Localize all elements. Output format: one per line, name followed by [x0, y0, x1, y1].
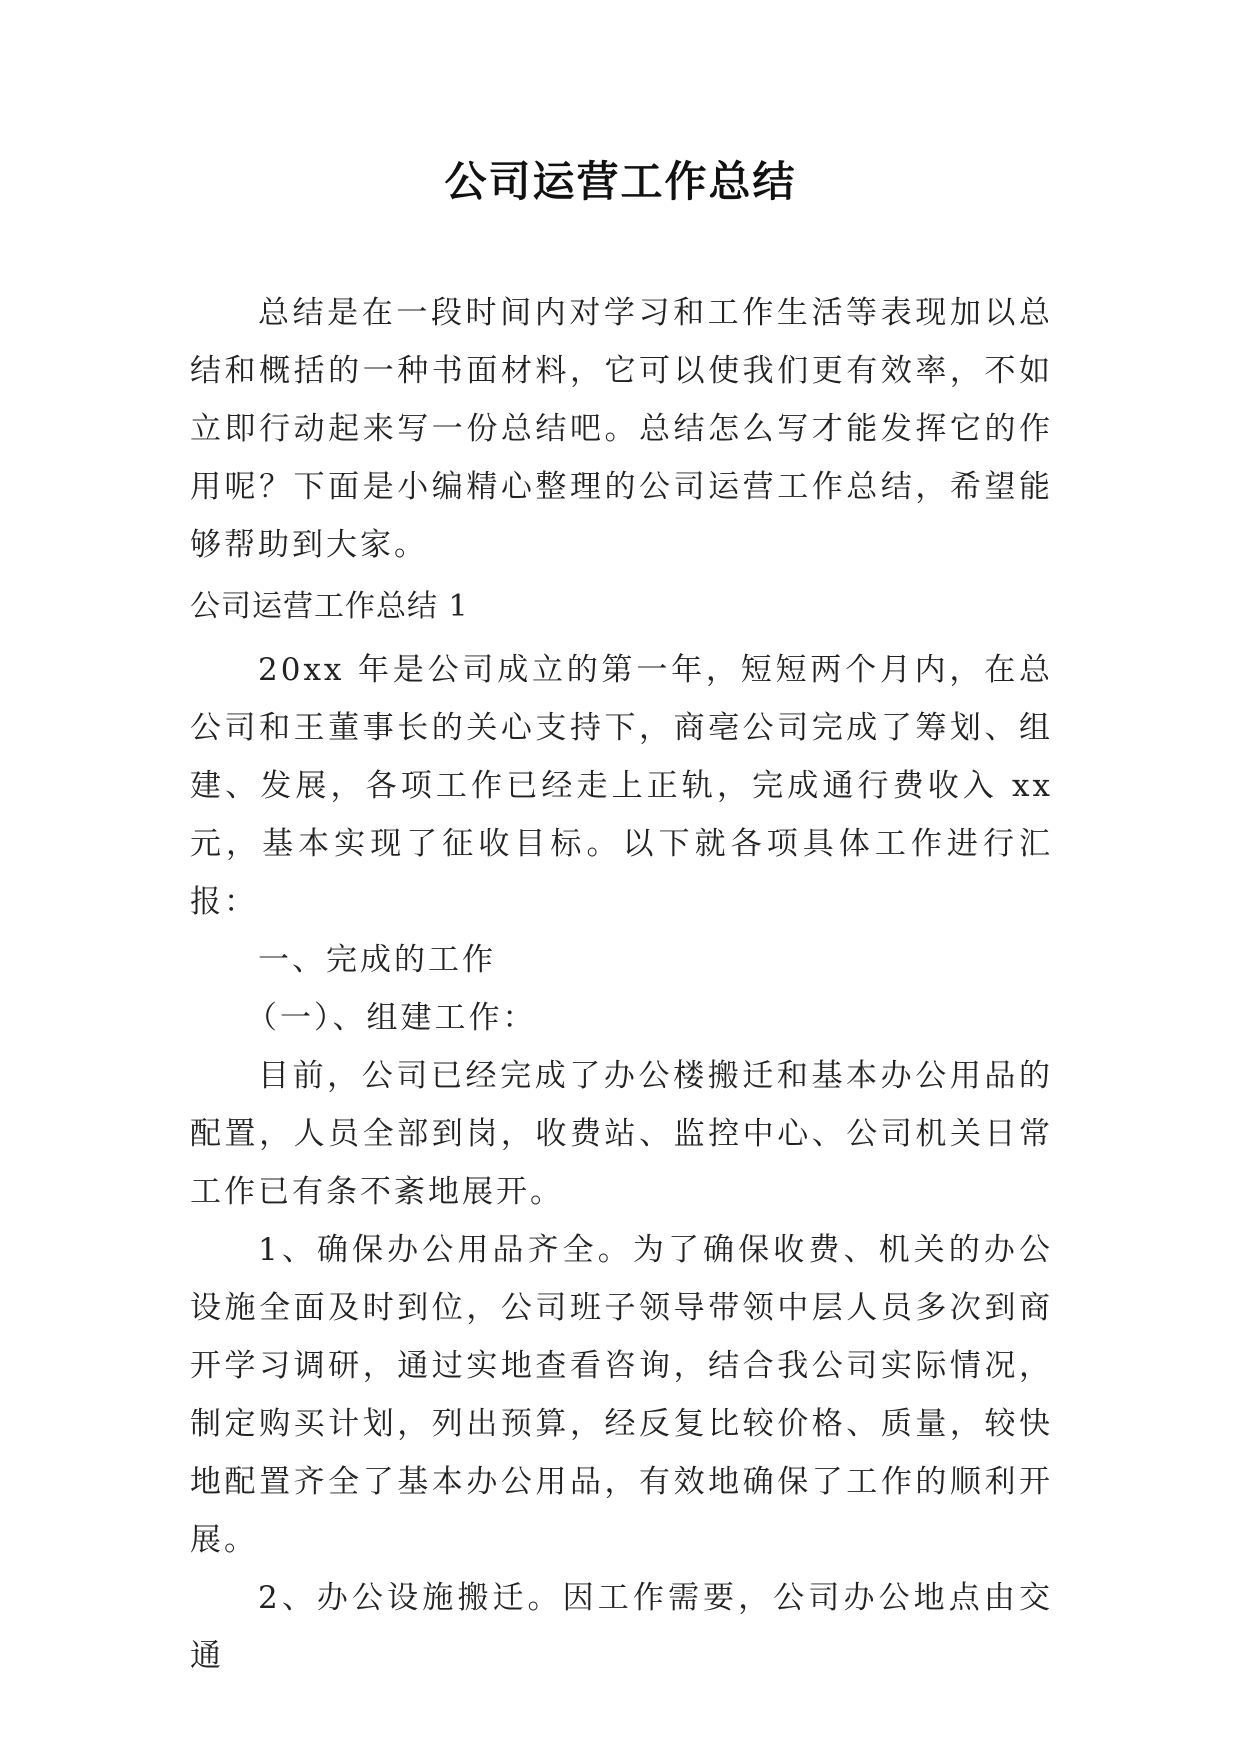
body-paragraph: 2、办公设施搬迁。因工作需要，公司办公地点由交通	[190, 1580, 1053, 1674]
subheading-organization: （一）、组建工作：	[246, 1000, 537, 1036]
section-title: 公司运营工作总结 1	[190, 589, 469, 624]
body-paragraph: 目前，公司已经完成了办公楼搬迁和基本办公用品的配置，人员全部到岗，收费站、监控中心、公司机关日常工作已有条不紊地展开。	[190, 1058, 1053, 1210]
document-title: 公司运营工作总结	[444, 157, 797, 206]
body-paragraph: 20xx 年是公司成立的第一年，短短两个月内，在总公司和王董事长的关心支持下，商亳公司完成了筹划、组建、发展，各项工作已经走上正轨，完成通行费收入 xx 元，基本实现了征收目标。以下就各项具体工作进行汇报：	[190, 652, 1053, 920]
section-body	[190, 641, 1053, 1685]
intro-block	[190, 284, 1053, 574]
body-paragraph: 1、确保办公用品齐全。为了确保收费、机关的办公设施全面及时到位，公司班子领导带领中层人员多次到商开学习调研，通过实地查看咨询，结合我公司实际情况，制定购买计划，列出预算，经反复比较价格、质量，较快地配置齐全了基本办公用品，有效地确保了工作的顺利开展。	[190, 1232, 1053, 1558]
section-heading-block	[190, 578, 1053, 636]
subheading-completed-work: 一、完成的工作	[258, 942, 496, 978]
intro-paragraph: 总结是在一段时间内对学习和工作生活等表现加以总结和概括的一种书面材料，它可以使我们更有效率，不如立即行动起来写一份总结吧。总结怎么写才能发挥它的作用呢？下面是小编精心整理的公司运营工作总结，希望能够帮助到大家。	[190, 295, 1053, 563]
